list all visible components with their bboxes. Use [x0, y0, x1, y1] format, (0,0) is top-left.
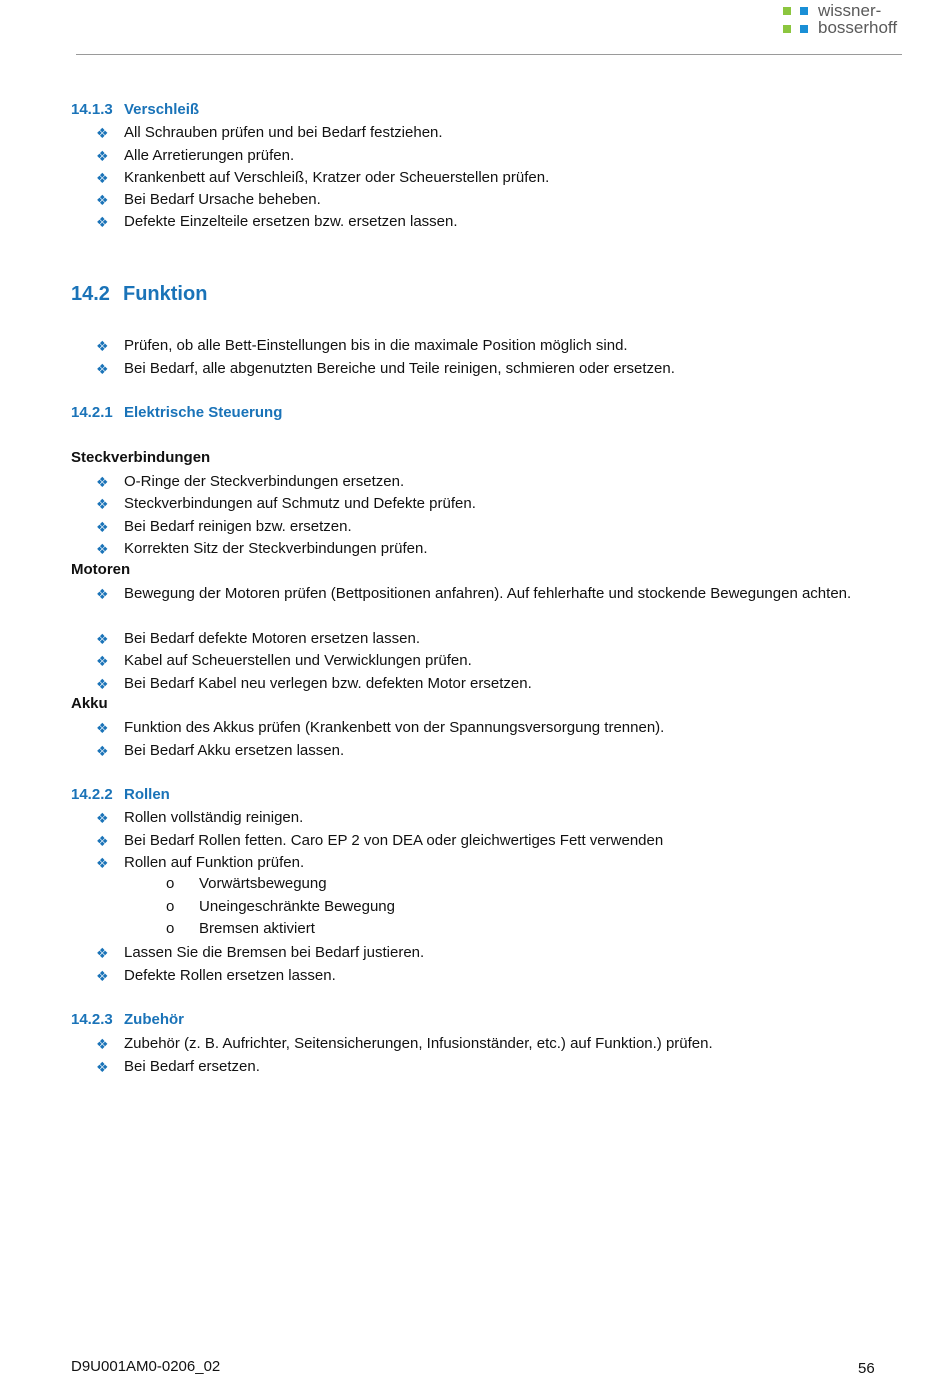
bullet-icon: ❖ [96, 338, 109, 354]
bullet-icon: ❖ [96, 1059, 109, 1075]
list-item-text: Bei Bedarf Rollen fetten. Caro EP 2 von DEA oder gleichwertiges Fett verwenden [124, 832, 664, 849]
bullet-icon: ❖ [96, 361, 109, 377]
list-item-text: Rollen auf Funktion prüfen. [124, 854, 305, 871]
list-item-text: Bei Bedarf, alle abgenutzten Bereiche und Teile reinigen, schmieren oder ersetzen. [124, 360, 675, 377]
list-item-text: Alle Arretierungen prüfen. [124, 147, 295, 164]
list-item-text: Krankenbett auf Verschleiß, Kratzer oder Scheuerstellen prüfen. [124, 169, 550, 186]
bullet-icon: ❖ [96, 631, 109, 647]
section-number: 14.2.2 [71, 786, 113, 803]
list-item-text: Korrekten Sitz der Steckverbindungen prüfen. [124, 540, 428, 557]
bullet-icon: ❖ [96, 810, 109, 826]
circle-bullet-icon: o [166, 898, 175, 915]
bullet-icon: ❖ [96, 720, 109, 736]
bullet-icon: ❖ [96, 676, 109, 692]
bullet-icon: ❖ [96, 743, 109, 759]
document-id: D9U001AM0-0206_02 [71, 1358, 221, 1375]
section-title: Rollen [124, 786, 170, 803]
bullet-icon: ❖ [96, 1036, 109, 1052]
list-item-text: Bei Bedarf reinigen bzw. ersetzen. [124, 518, 352, 535]
section-title: Zubehör [124, 1011, 184, 1028]
bullet-icon: ❖ [96, 586, 109, 602]
list-item-text: Bei Bedarf Ursache beheben. [124, 191, 321, 208]
bullet-icon: ❖ [96, 653, 109, 669]
circle-bullet-icon: o [166, 875, 175, 892]
bullet-icon: ❖ [96, 125, 109, 141]
section-title: Elektrische Steuerung [124, 404, 283, 421]
subheading-akku: Akku [71, 695, 108, 712]
page-number: 56 [858, 1360, 875, 1377]
section-heading-14-2 [71, 283, 207, 306]
list-item-text: Prüfen, ob alle Bett-Einstellungen bis in die maximale Position möglich sind. [124, 337, 628, 354]
list-item-text: O-Ringe der Steckverbindungen ersetzen. [124, 473, 405, 490]
subheading-motoren: Motoren [71, 561, 131, 578]
logo-square-blue-bottom [800, 25, 808, 33]
section-title: Verschleiß [124, 101, 200, 118]
subheading-steckverbindungen: Steckverbindungen [71, 449, 211, 466]
list-item-text: Bei Bedarf Akku ersetzen lassen. [124, 742, 345, 759]
bullet-icon: ❖ [96, 148, 109, 164]
list-item-text: Steckverbindungen auf Schmutz und Defekte prüfen. [124, 495, 476, 512]
section-heading-14-2-2 [71, 786, 170, 803]
bullet-icon: ❖ [96, 170, 109, 186]
section-number: 14.1.3 [71, 101, 113, 118]
bullet-icon: ❖ [96, 855, 109, 871]
circle-bullet-icon: o [166, 920, 175, 937]
list-item-text: Bei Bedarf defekte Motoren ersetzen lassen. [124, 630, 421, 647]
logo-line-2: bosserhoff [818, 18, 898, 37]
sub-list-item-text: Vorwärtsbewegung [199, 875, 327, 892]
section-title: Funktion [123, 283, 208, 305]
list-item-text: All Schrauben prüfen und bei Bedarf festziehen. [124, 124, 443, 141]
bullet-icon: ❖ [96, 945, 109, 961]
bullet-icon: ❖ [96, 833, 109, 849]
list-item-text: Bewegung der Motoren prüfen (Bettpositionen anfahren). Auf fehlerhafte und stockende Bewegungen achten. [124, 585, 852, 602]
list-item-text: Defekte Einzelteile ersetzen bzw. ersetzen lassen. [124, 213, 458, 230]
bullet-icon: ❖ [96, 474, 109, 490]
list-item-text: Rollen vollständig reinigen. [124, 809, 304, 826]
logo-line-1: wissner- [818, 1, 882, 20]
section-heading-14-1-3 [71, 101, 199, 118]
list-item-text: Lassen Sie die Bremsen bei Bedarf justieren. [124, 944, 425, 961]
bullet-icon: ❖ [96, 192, 109, 208]
sub-list-item-text: Uneingeschränkte Bewegung [199, 898, 395, 915]
logo-square-green-bottom [783, 25, 791, 33]
bullet-icon: ❖ [96, 968, 109, 984]
list-item-text: Bei Bedarf ersetzen. [124, 1058, 260, 1075]
logo-square-blue-top [800, 7, 808, 15]
list-item-text: Defekte Rollen ersetzen lassen. [124, 967, 336, 984]
list-item-text: Bei Bedarf Kabel neu verlegen bzw. defekten Motor ersetzen. [124, 675, 532, 692]
bullet-icon: ❖ [96, 519, 109, 535]
bullet-icon: ❖ [96, 541, 109, 557]
logo-square-green-top [783, 7, 791, 15]
section-number: 14.2.1 [71, 404, 113, 421]
list-item-text: Zubehör (z. B. Aufrichter, Seitensicherungen, Infusionständer, etc.) auf Funktion.) prüfen. [124, 1035, 713, 1052]
bullet-icon: ❖ [96, 214, 109, 230]
section-heading-14-2-1 [71, 404, 282, 421]
header-rule [76, 54, 902, 55]
sub-list-item-text: Bremsen aktiviert [199, 920, 315, 937]
list-item-text: Funktion des Akkus prüfen (Krankenbett von der Spannungsversorgung trennen). [124, 719, 665, 736]
bullet-icon: ❖ [96, 496, 109, 512]
list-item-text: Kabel auf Scheuerstellen und Verwicklungen prüfen. [124, 652, 472, 669]
section-number: 14.2.3 [71, 1011, 113, 1028]
section-heading-14-2-3 [71, 1011, 184, 1028]
section-number: 14.2 [71, 283, 110, 305]
